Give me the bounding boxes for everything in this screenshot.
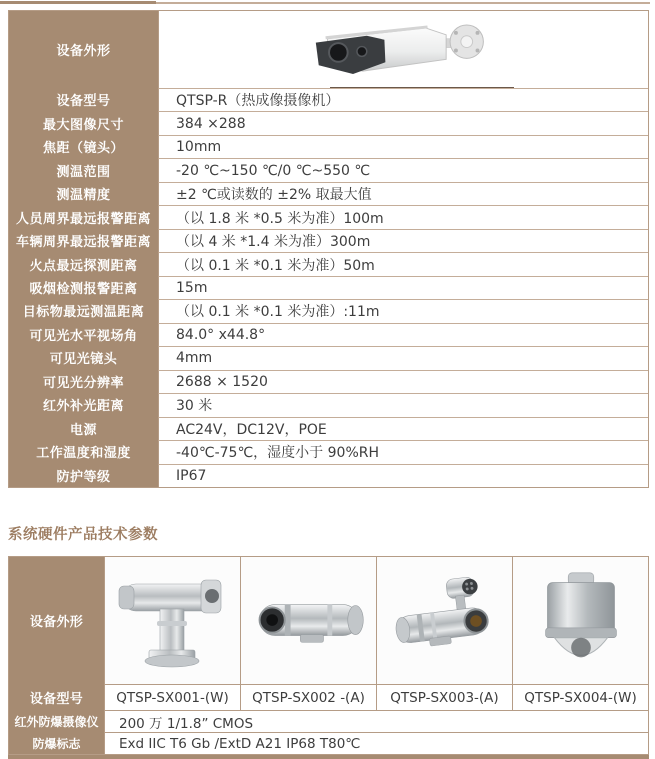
spec-row-value: AC24V，DC12V，POE [158,417,648,440]
hw-model-value: QTSP-SX002 -(A) [240,684,376,710]
spec-table-row [9,205,648,228]
hw-model-value: QTSP-SX003-(A) [376,684,512,710]
spec-row-list [9,88,648,487]
spec-row-label: 工作温度和湿度 [9,440,158,463]
hw-device-image-cell-4 [512,557,648,684]
hw-spec-label: 红外防爆摄像仪 [9,710,104,732]
thermal-camera-spec-table [8,10,649,488]
spec-table-row [9,111,648,134]
spec-table-row [9,464,648,487]
spec-row-label: 目标物最远测温距离 [9,299,158,322]
hw-spec-value: Exd IIC T6 Gb /ExtD A21 IP68 T80℃ [104,732,648,754]
next-table-row-sliver [8,755,649,759]
thermal-bullet-camera-image [306,20,502,80]
spec-row-value: （以 0.1 米 *0.1 米为准）:11m [158,299,648,322]
hardware-products-table [8,556,649,755]
spec-row-label: 车辆周界最远报警距离 [9,229,158,252]
spec-row-value: ±2 ℃或读数的 ±2% 取最大值 [158,182,648,205]
spec-row-label: 可见光分辨率 [9,370,158,393]
spec-table-row [9,276,648,299]
hw-model-value: QTSP-SX004-(W) [512,684,648,710]
spec-table-row [9,158,648,181]
device-image-cell [158,11,648,88]
table-row-device-appearance [9,11,648,88]
explosion-proof-dome-camera-image [522,566,640,676]
hw-device-image-cell-1 [104,557,240,684]
row-label-device-appearance: 设备外形 [9,11,158,88]
spec-row-value: 30 米 [158,393,648,416]
spec-table-row [9,346,648,369]
spec-row-value: -40℃-75℃，湿度小于 90%RH [158,440,648,463]
hw-model-value: QTSP-SX001-(W) [104,684,240,710]
spec-row-label: 火点最远探测距离 [9,252,158,275]
spec-row-value: -20 ℃~150 ℃/0 ℃~550 ℃ [158,158,648,181]
spec-row-label: 测温范围 [9,158,158,181]
spec-table-row [9,182,648,205]
hw-device-image-cell-3 [376,557,512,684]
spec-row-label: 焦距（镜头） [9,135,158,158]
spec-row-label: 电源 [9,417,158,440]
spec-row-value: QTSP-R（热成像摄像机） [158,88,648,111]
ptz-explosion-proof-camera-image [113,565,233,677]
spec-row-value: （以 1.8 米 *0.5 米为准）100m [158,205,648,228]
hw-row-label-model: 设备型号 [9,684,104,710]
spec-table-row [9,299,648,322]
spec-row-value: 384 ×288 [158,111,648,134]
hw-spec-value: 200 万 1/1.8” CMOS [104,710,648,732]
spec-row-label: 人员周界最远报警距离 [9,205,158,228]
spec-table-row [9,88,648,111]
spec-row-value: 4mm [158,346,648,369]
previous-table-border-sliver [156,2,650,4]
spec-row-label: 吸烟检测报警距离 [9,276,158,299]
spec-row-value: 2688 × 1520 [158,370,648,393]
spec-row-label: 设备型号 [9,88,158,111]
spec-table-row [9,417,648,440]
hw-spec-label: 防爆标志 [9,732,104,754]
spec-table-row [9,323,648,346]
spec-table-row [9,252,648,275]
thick-border-segment [330,87,514,88]
spec-row-label: 可见光镜头 [9,346,158,369]
spec-table-row [9,393,648,416]
spec-row-value: 10mm [158,135,648,158]
spec-row-label: 红外补光距离 [9,393,158,416]
spec-table-row [9,370,648,393]
spec-row-value: （以 4 米 *1.4 米为准）300m [158,229,648,252]
previous-table-label-column-sliver [0,1,156,4]
spec-row-label: 测温精度 [9,182,158,205]
section-heading: 系统硬件产品技术参数 [8,527,158,543]
spec-table-row [9,135,648,158]
spec-row-value: 15m [158,276,648,299]
spec-row-label: 可见光水平视场角 [9,323,158,346]
hw-row-label-appearance: 设备外形 [9,557,104,684]
spec-row-value: （以 0.1 米 *0.1 米为准）50m [158,252,648,275]
spec-row-value: 84.0° x44.8° [158,323,648,346]
spec-table-row [9,440,648,463]
explosion-proof-camera-with-ir-lamp-image [382,571,508,671]
cylinder-explosion-proof-camera-image [246,586,372,656]
spec-row-label: 最大图像尺寸 [9,111,158,134]
spec-row-value: IP67 [158,464,648,487]
hw-device-image-cell-2 [240,557,376,684]
spec-table-row [9,229,648,252]
spec-row-label: 防护等级 [9,464,158,487]
